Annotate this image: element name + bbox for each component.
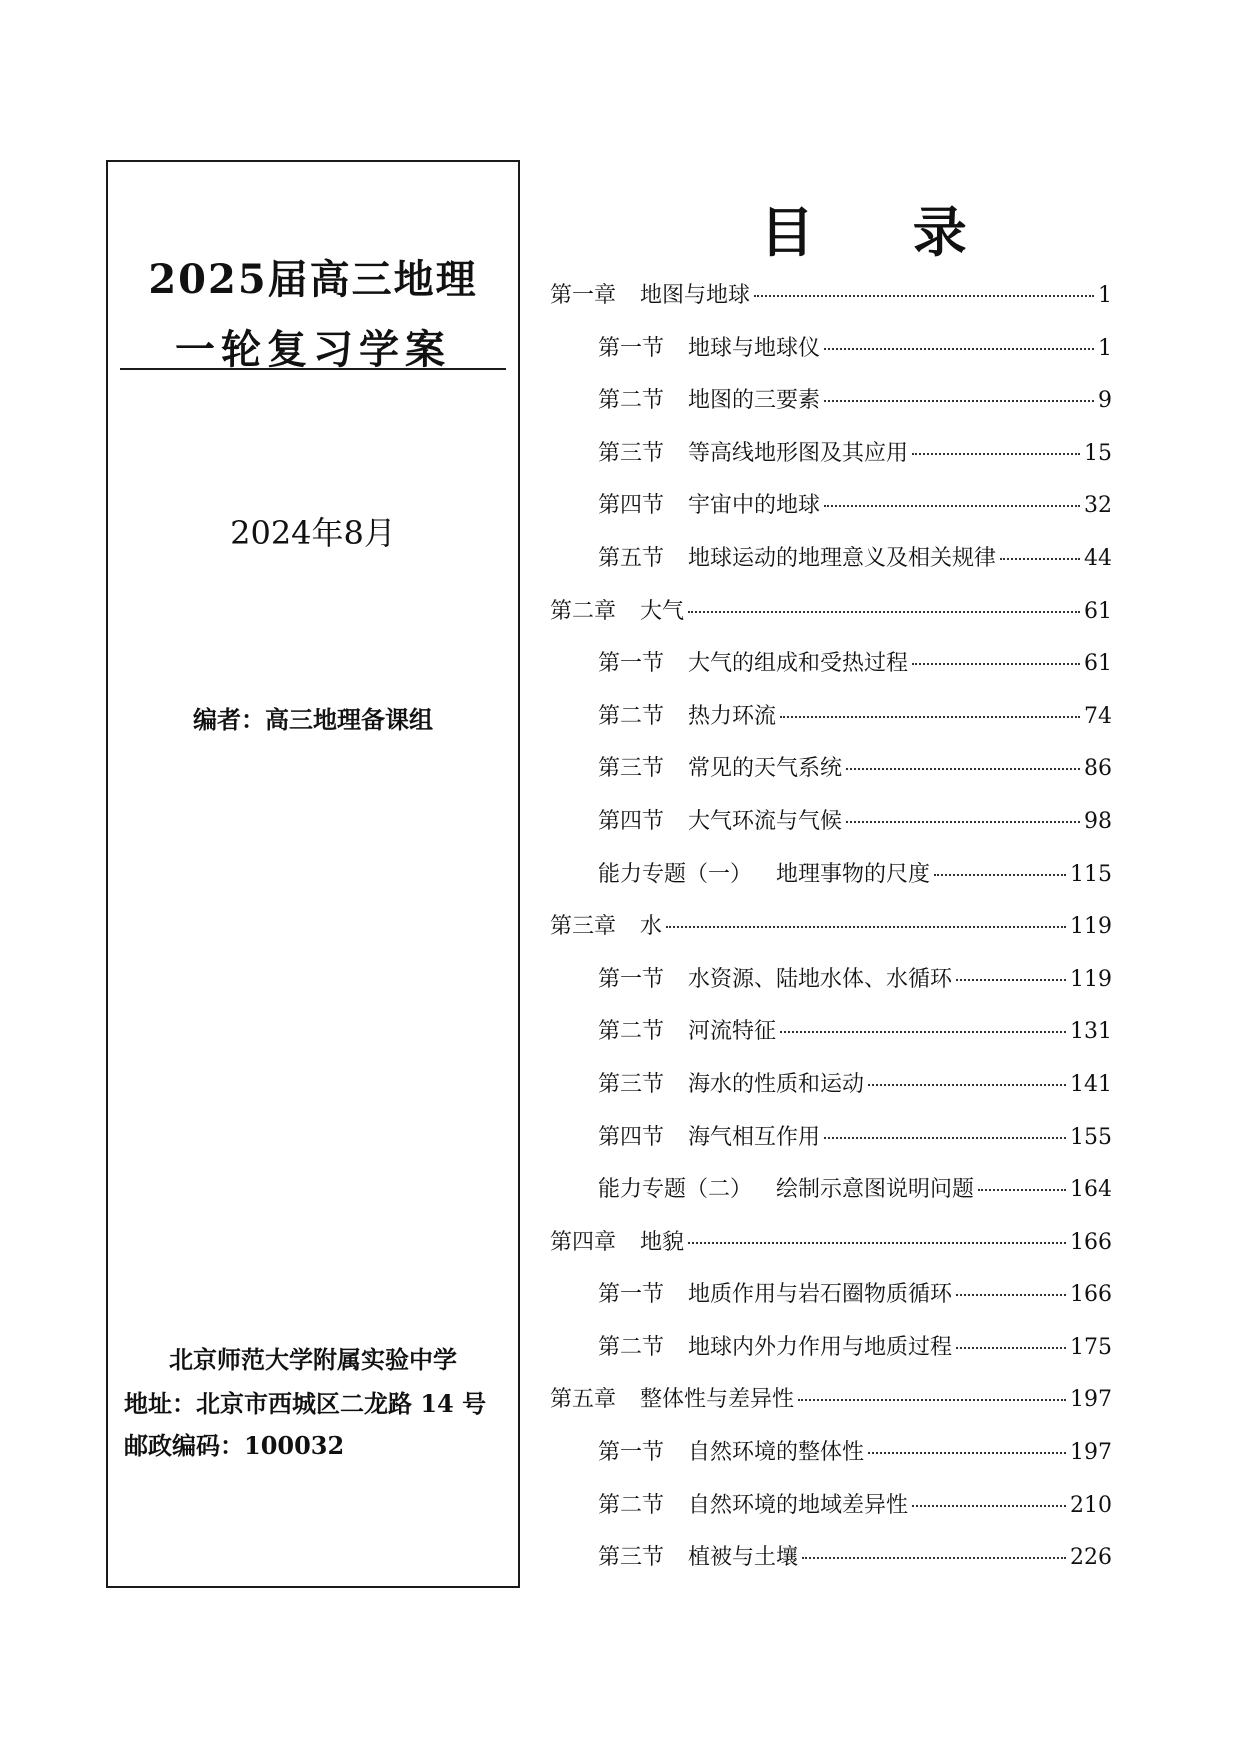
toc-entry-label: [598, 1435, 864, 1466]
toc-entry-page: 44: [1084, 545, 1112, 571]
toc-leader-dots: [780, 716, 1080, 718]
toc-entry-number: 第四节: [598, 808, 665, 834]
toc-entry-number: 第五节: [598, 545, 665, 571]
toc-section-row: [550, 857, 1112, 910]
toc-leader-dots: [868, 1452, 1066, 1454]
toc-section-row: [550, 488, 1112, 541]
toc-entry-page: 9: [1098, 388, 1112, 414]
toc-leader-dots: [802, 1557, 1066, 1559]
toc-section-row: [550, 1014, 1112, 1067]
toc-entry-number: 第三节: [598, 440, 665, 466]
toc-entry-title: 地球内外力作用与地质过程: [688, 1334, 953, 1360]
toc-leader-dots: [666, 926, 1066, 928]
toc-entry-label: [550, 1225, 684, 1256]
toc-leader-dots: [688, 611, 1080, 613]
toc-entry-label: [598, 804, 842, 835]
toc-entry-title: 地质作用与岩石圈物质循环: [688, 1282, 953, 1308]
toc-leader-dots: [956, 1294, 1066, 1296]
toc-entry-number: 第四节: [598, 1124, 665, 1150]
toc-leader-dots: [846, 768, 1080, 770]
toc-entry-number: 第四节: [598, 493, 665, 519]
toc-section-row: [550, 646, 1112, 699]
toc-entry-number: 第三节: [598, 1071, 665, 1097]
toc-entry-label: [598, 1277, 952, 1308]
toc-leader-dots: [780, 1031, 1066, 1033]
toc-section-row: [550, 1330, 1112, 1383]
toc-leader-dots: [688, 1242, 1066, 1244]
toc-entry-number: 第三章: [550, 914, 617, 940]
toc-entry-title: 自然环境的整体性: [688, 1440, 865, 1466]
toc-section-row: [550, 1277, 1112, 1330]
toc-entry-page: 210: [1070, 1492, 1112, 1518]
toc-section-row: [550, 699, 1112, 752]
toc-entry-title: 水资源、陆地水体、水循环: [688, 966, 953, 992]
toc-entry-label: [598, 1172, 974, 1203]
toc-entry-number: 第一节: [598, 966, 665, 992]
toc-entry-title: 宇宙中的地球: [688, 493, 821, 519]
toc-entry-page: 61: [1084, 651, 1112, 677]
toc-entry-title: 大气的组成和受热过程: [688, 651, 909, 677]
toc-entry-page: 98: [1084, 808, 1112, 834]
toc-entry-page: 166: [1070, 1229, 1112, 1255]
cover-panel: [106, 160, 520, 1588]
toc-entry-title: 自然环境的地域差异性: [688, 1492, 909, 1518]
toc-entry-title: 大气环流与气候: [688, 808, 843, 834]
toc-chapter-row: [550, 594, 1112, 647]
cover-editor: 编者：高三地理备课组: [193, 705, 433, 734]
toc-section-row: [550, 383, 1112, 436]
toc-entry-page: 86: [1084, 756, 1112, 782]
toc-entry-label: [598, 646, 908, 677]
toc-entry-label: [550, 594, 684, 625]
toc-entry-page: 164: [1070, 1177, 1112, 1203]
toc-leader-dots: [956, 1347, 1066, 1349]
toc-entry-title: 地图的三要素: [688, 388, 821, 414]
toc-entry-title: 海气相互作用: [688, 1124, 821, 1150]
toc-entry-label: [550, 278, 750, 309]
toc-entry-title: 植被与土壤: [688, 1545, 799, 1571]
toc-entry-page: 226: [1070, 1545, 1112, 1571]
toc-entry-label: [550, 1382, 794, 1413]
toc-leader-dots: [978, 1189, 1066, 1191]
toc-entry-page: 32: [1084, 493, 1112, 519]
toc-entry-title: 地貌: [640, 1229, 685, 1255]
cover-divider: [120, 368, 506, 370]
toc-entry-label: [598, 436, 908, 467]
toc-chapter-row: [550, 278, 1112, 331]
toc-leader-dots: [824, 348, 1094, 350]
toc-entry-number: 第二节: [598, 1019, 665, 1045]
toc-entry-label: [598, 751, 842, 782]
toc-entry-label: [598, 1067, 864, 1098]
toc-entry-title: 地图与地球: [640, 283, 751, 308]
toc-entry-title: 热力环流: [688, 703, 777, 729]
toc-leader-dots: [912, 663, 1080, 665]
toc-entry-number: 第一节: [598, 651, 665, 677]
toc-entry-page: 1: [1098, 283, 1112, 308]
toc-entry-page: 166: [1070, 1282, 1112, 1308]
toc-entry-title: 整体性与差异性: [640, 1387, 795, 1413]
toc-leader-dots: [912, 1505, 1066, 1507]
toc-leader-dots: [824, 400, 1094, 402]
cover-title-line2: 一轮复习学案: [175, 326, 451, 373]
toc-leader-dots: [934, 874, 1066, 876]
toc-section-row: [550, 1172, 1112, 1225]
toc-entry-label: [598, 488, 820, 519]
toc-leader-dots: [956, 979, 1066, 981]
toc-entry-number: 第一章: [550, 283, 617, 308]
toc-entry-title: 绘制示意图说明问题: [776, 1177, 975, 1203]
toc-entry-page: 155: [1070, 1124, 1112, 1150]
toc-entry-page: 119: [1070, 966, 1112, 992]
toc-entry-number: 第二节: [598, 1334, 665, 1360]
toc-entry-label: [598, 383, 820, 414]
toc-entry-number: 第四章: [550, 1229, 617, 1255]
toc-entry-page: 197: [1070, 1440, 1112, 1466]
toc-entry-page: 115: [1070, 861, 1112, 887]
toc-entry-title: 地球与地球仪: [688, 335, 821, 361]
toc-chapter-row: [550, 1225, 1112, 1278]
toc-leader-dots: [754, 295, 1094, 297]
toc-chapter-row: [550, 909, 1112, 962]
toc-section-row: [550, 962, 1112, 1015]
toc-entry-number: 第五章: [550, 1387, 617, 1413]
toc-entry-number: 第二节: [598, 1492, 665, 1518]
toc-leader-dots: [1000, 558, 1080, 560]
toc-entry-page: 1: [1098, 335, 1112, 361]
toc-entry-number: 能力专题（一）: [598, 861, 753, 887]
toc-entry-title: 等高线地形图及其应用: [688, 440, 909, 466]
toc-leader-dots: [824, 505, 1080, 507]
toc-entry-label: [550, 909, 662, 940]
toc-section-row: [550, 436, 1112, 489]
cover-postcode: 邮政编码：100032: [124, 1431, 345, 1460]
toc-entry-number: 第一节: [598, 1440, 665, 1466]
toc-leader-dots: [912, 453, 1080, 455]
toc-entry-title: 海水的性质和运动: [688, 1071, 865, 1097]
toc-entry-label: [598, 1488, 908, 1519]
toc-entry-page: 131: [1070, 1019, 1112, 1045]
toc-leader-dots: [846, 821, 1080, 823]
toc-entry-number: 能力专题（二）: [598, 1177, 753, 1203]
toc-leader-dots: [798, 1399, 1066, 1401]
toc-entry-page: 175: [1070, 1334, 1112, 1360]
toc-entry-page: 15: [1084, 440, 1112, 466]
toc-leader-dots: [868, 1084, 1066, 1086]
toc-section-row: [550, 1120, 1112, 1173]
toc-entry-number: 第二章: [550, 598, 617, 624]
cover-title-line1: 2025届高三地理: [148, 256, 478, 303]
toc-list: [550, 278, 1112, 1593]
toc-section-row: [550, 804, 1112, 857]
toc-chapter-row: [550, 1382, 1112, 1435]
toc-section-row: [550, 1435, 1112, 1488]
toc-section-row: [550, 1488, 1112, 1541]
toc-section-row: [550, 541, 1112, 594]
toc-entry-title: 大气: [640, 598, 685, 624]
toc-section-row: [550, 1540, 1112, 1593]
toc-entry-page: 119: [1070, 914, 1112, 940]
toc-entry-label: [598, 699, 776, 730]
toc-entry-label: [598, 1120, 820, 1151]
toc-entry-number: 第三节: [598, 756, 665, 782]
toc-entry-title: 地球运动的地理意义及相关规律: [688, 545, 997, 571]
toc-entry-number: 第三节: [598, 1545, 665, 1571]
toc-section-row: [550, 331, 1112, 384]
toc-entry-label: [598, 331, 820, 362]
toc-entry-label: [598, 962, 952, 993]
cover-address: 地址：北京市西城区二龙路 14 号: [124, 1389, 487, 1418]
toc-entry-title: 河流特征: [688, 1019, 777, 1045]
toc-entry-page: 197: [1070, 1387, 1112, 1413]
toc-entry-number: 第二节: [598, 703, 665, 729]
toc-entry-page: 61: [1084, 598, 1112, 624]
toc-entry-label: [598, 1014, 776, 1045]
toc-leader-dots: [824, 1137, 1066, 1139]
toc-entry-page: 141: [1070, 1071, 1112, 1097]
toc-entry-title: 地理事物的尺度: [776, 861, 931, 887]
toc-entry-number: 第一节: [598, 1282, 665, 1308]
toc-entry-number: 第二节: [598, 388, 665, 414]
toc-entry-label: [598, 1330, 952, 1361]
cover-school: 北京师范大学附属实验中学: [169, 1345, 457, 1374]
toc-section-row: [550, 1067, 1112, 1120]
toc-title: 目 录: [760, 200, 1007, 264]
toc-entry-label: [598, 541, 996, 572]
toc-section-row: [550, 751, 1112, 804]
cover-date: 2024年8月: [230, 514, 396, 552]
toc-entry-title: 常见的天气系统: [688, 756, 843, 782]
toc-entry-label: [598, 1540, 798, 1571]
toc-entry-title: 水: [640, 914, 663, 940]
toc-entry-page: 74: [1084, 703, 1112, 729]
toc-entry-number: 第一节: [598, 335, 665, 361]
toc-entry-label: [598, 857, 930, 888]
